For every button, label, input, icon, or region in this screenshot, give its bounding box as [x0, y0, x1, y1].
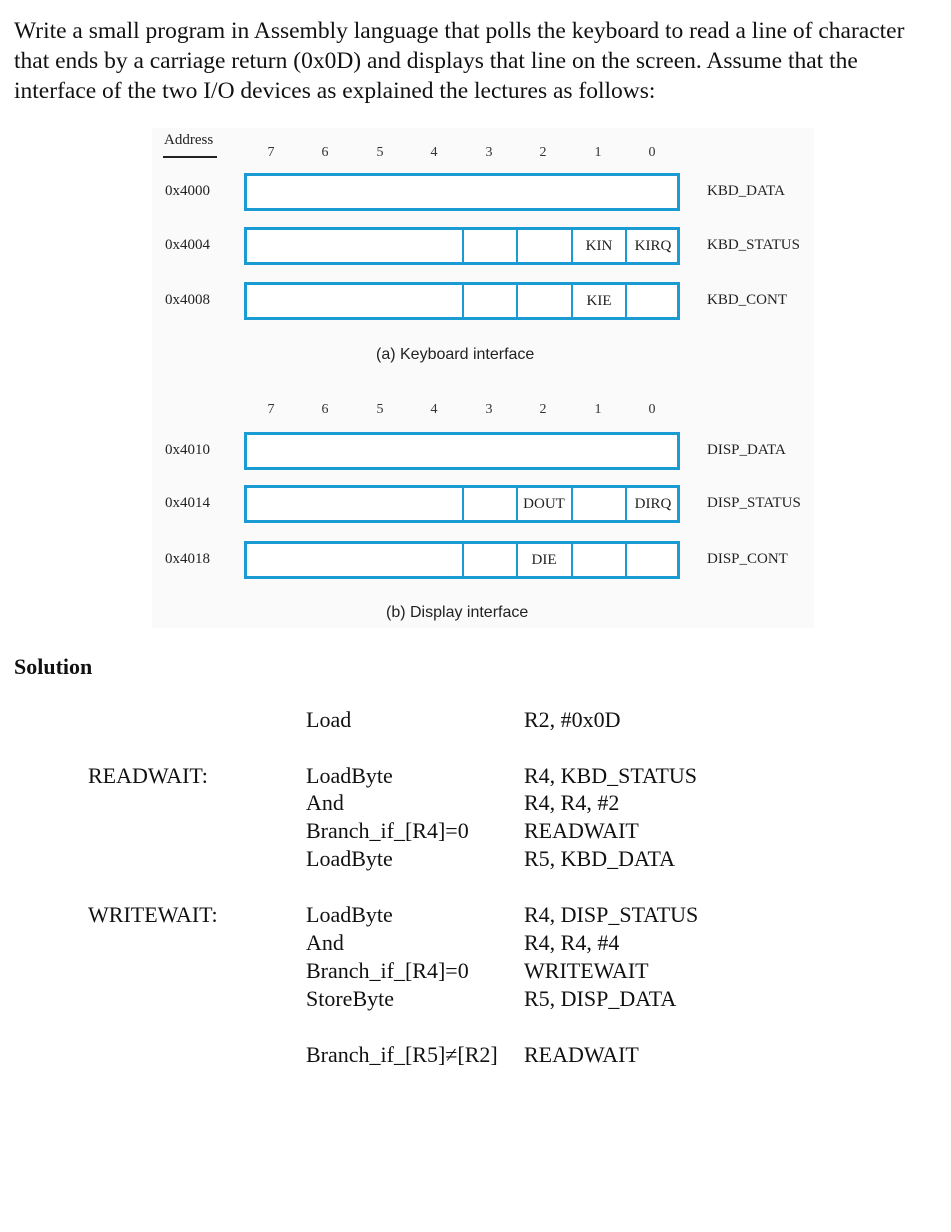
code-instruction: LoadByte	[306, 846, 393, 871]
register-disp-status	[244, 485, 680, 523]
code-instruction: Branch_if_[R4]=0	[306, 958, 469, 983]
bit-number: 0	[648, 402, 656, 417]
code-operands: R5, DISP_DATA	[524, 986, 677, 1011]
bit-number: 3	[485, 402, 493, 417]
bit-number: 7	[267, 402, 275, 417]
bit-number: 4	[430, 402, 438, 417]
code-instruction: And	[306, 930, 344, 955]
code-instruction: Branch_if_[R5]≠[R2]	[306, 1042, 498, 1067]
keyboard-caption: (a) Keyboard interface	[376, 346, 535, 363]
register-name: DISP_STATUS	[707, 495, 801, 511]
bit-number: 1	[594, 402, 602, 417]
bit-dout: DOUT	[516, 488, 570, 520]
bit-number: 2	[539, 402, 547, 417]
bit-number: 0	[648, 145, 656, 160]
register-cell	[516, 285, 570, 317]
register-kbd-cont	[244, 282, 680, 320]
register-address: 0x4018	[165, 551, 210, 567]
register-cell	[571, 488, 625, 520]
bit-number: 4	[430, 145, 438, 160]
register-cell	[516, 230, 570, 262]
bit-number: 5	[376, 145, 384, 160]
register-cell	[462, 544, 516, 576]
code-operands: READWAIT	[524, 1042, 639, 1067]
code-label-writewait: WRITEWAIT:	[88, 902, 218, 927]
register-address: 0x4008	[165, 292, 210, 308]
code-instruction: And	[306, 790, 344, 815]
code-operands: R2, #0x0D	[524, 707, 621, 732]
code-operands: R4, R4, #2	[524, 790, 620, 815]
bit-number: 3	[485, 145, 493, 160]
bit-number: 6	[321, 145, 329, 160]
code-instruction: LoadByte	[306, 902, 393, 927]
question-line: Write a small program in Assembly language that polls the keyboard to read a line of character	[14, 18, 905, 44]
bit-dirq: DIRQ	[625, 488, 679, 520]
register-cell	[462, 488, 516, 520]
bit-number: 2	[539, 145, 547, 160]
code-instruction: Branch_if_[R4]=0	[306, 818, 469, 843]
bit-kirq: KIRQ	[625, 230, 679, 262]
bit-number: 1	[594, 145, 602, 160]
register-disp-data	[244, 432, 680, 470]
question-line: that ends by a carriage return (0x0D) and displays that line on the screen. Assume that the	[14, 48, 858, 74]
register-address: 0x4010	[165, 442, 210, 458]
solution-heading: Solution	[14, 654, 93, 679]
question-text	[14, 16, 949, 106]
address-header: Address	[164, 132, 214, 148]
register-kbd-data	[244, 173, 680, 211]
code-operands: R4, DISP_STATUS	[524, 902, 699, 927]
register-name: DISP_CONT	[707, 551, 788, 567]
register-cell	[571, 544, 625, 576]
code-operands: R4, R4, #4	[524, 930, 620, 955]
address-header-underline	[163, 156, 217, 158]
register-name: DISP_DATA	[707, 442, 786, 458]
bit-kie: KIE	[571, 285, 625, 317]
register-address: 0x4014	[165, 495, 210, 511]
code-label-readwait: READWAIT:	[88, 763, 208, 788]
register-cell	[462, 230, 516, 262]
register-disp-cont	[244, 541, 680, 579]
question-line: interface of the two I/O devices as explained the lectures as follows:	[14, 78, 656, 104]
code-instruction: StoreByte	[306, 986, 394, 1011]
code-operands: R4, KBD_STATUS	[524, 763, 698, 788]
register-address: 0x4000	[165, 183, 210, 199]
bit-number: 6	[321, 402, 329, 417]
register-name: KBD_CONT	[707, 292, 788, 308]
register-cell	[625, 285, 679, 317]
register-address: 0x4004	[165, 237, 210, 253]
register-name: KBD_DATA	[707, 183, 785, 199]
code-instruction: LoadByte	[306, 763, 393, 788]
bit-number: 7	[267, 145, 275, 160]
bit-die: DIE	[516, 544, 570, 576]
register-name: KBD_STATUS	[707, 237, 800, 253]
code-instruction: Load	[306, 707, 352, 732]
code-operands: R5, KBD_DATA	[524, 846, 676, 871]
code-operands: WRITEWAIT	[524, 958, 649, 983]
display-caption: (b) Display interface	[386, 604, 529, 621]
bit-number: 5	[376, 402, 384, 417]
register-cell	[462, 285, 516, 317]
code-operands: READWAIT	[524, 818, 639, 843]
register-cell	[625, 544, 679, 576]
bit-kin: KIN	[571, 230, 625, 262]
register-kbd-status	[244, 227, 680, 265]
